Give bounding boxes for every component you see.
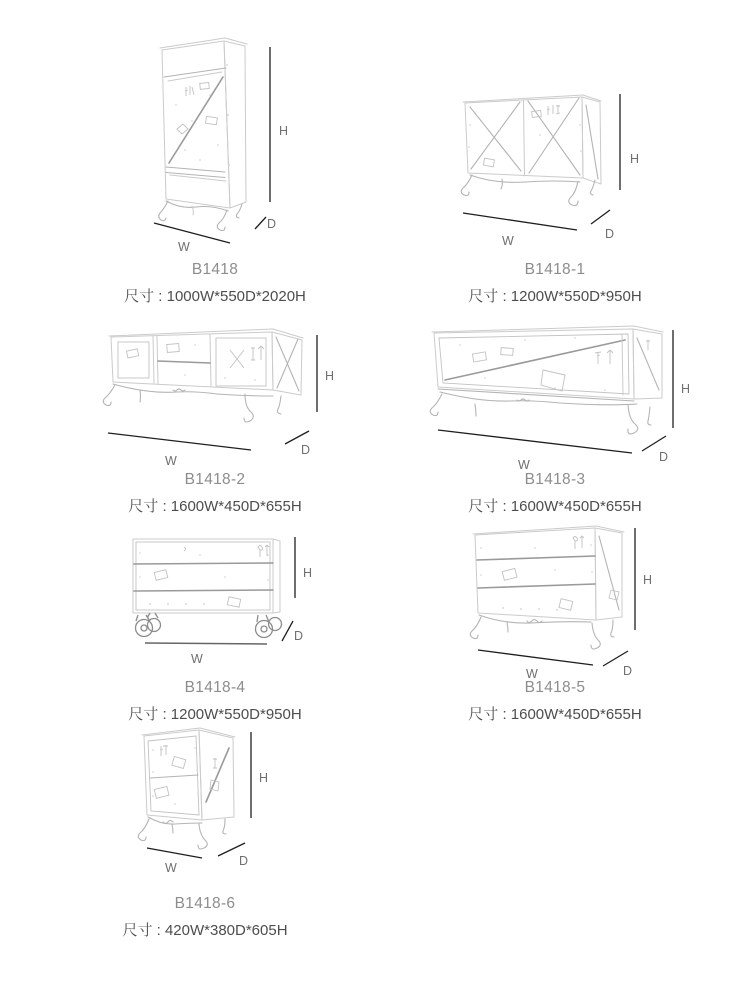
depth-letter: D [294, 629, 304, 643]
width-letter: W [178, 240, 190, 254]
size-spec: 尺寸 : 1600W*450D*655H [468, 706, 642, 723]
sideboard-sketch [440, 85, 660, 250]
long-cabinet-sketch [425, 320, 690, 475]
product-label-b1418-1 [400, 261, 710, 306]
height-letter: H [325, 369, 335, 383]
height-letter: H [681, 382, 690, 396]
product-drawing-b1418-5 [445, 520, 665, 680]
product-label-b1418 [60, 261, 370, 306]
size-spec: 尺寸 : 1200W*550D*950H [468, 288, 642, 305]
product-drawing-b1418-4 [110, 525, 320, 675]
rolling-chest-sketch [110, 525, 320, 675]
model-number: B1418-1 [524, 261, 586, 278]
bedside-cabinet-sketch [115, 720, 285, 885]
size-spec: 尺寸 : 1000W*550D*2020H [124, 288, 306, 305]
product-label-b1418-2 [60, 471, 370, 516]
tall-cabinet-sketch [130, 25, 310, 255]
model-number: B1418-4 [184, 679, 246, 696]
size-spec: 尺寸 : 1600W*450D*655H [468, 498, 642, 515]
height-letter: H [259, 771, 269, 785]
depth-letter: D [605, 227, 615, 241]
product-drawing-b1418-3 [425, 320, 690, 475]
product-label-b1418-5 [400, 679, 710, 724]
height-letter: H [643, 573, 653, 587]
height-letter: H [303, 566, 313, 580]
product-label-b1418-6 [50, 895, 360, 940]
height-letter: H [279, 124, 289, 138]
depth-letter: D [659, 450, 669, 464]
product-drawing-b1418-6 [115, 720, 285, 885]
model-number: B1418 [191, 261, 239, 278]
depth-letter: D [239, 854, 249, 868]
width-letter: W [526, 667, 538, 680]
product-label-b1418-3 [400, 471, 710, 516]
depth-letter: D [623, 664, 633, 678]
width-letter: W [165, 861, 177, 875]
product-drawing-b1418-2 [95, 320, 335, 475]
product-label-b1418-4 [60, 679, 370, 724]
height-letter: H [630, 152, 640, 166]
width-letter: W [191, 652, 203, 666]
model-number: B1418-5 [524, 679, 586, 696]
product-drawing-b1418-1 [440, 85, 660, 250]
size-spec: 尺寸 : 1600W*450D*655H [128, 498, 302, 515]
depth-letter: D [301, 443, 311, 457]
drawer-chest-sketch [445, 520, 665, 680]
model-number: B1418-2 [184, 471, 246, 488]
tv-cabinet-sketch [95, 320, 335, 475]
depth-letter: D [267, 217, 277, 231]
size-spec: 尺寸 : 1200W*550D*950H [128, 706, 302, 723]
model-number: B1418-3 [524, 471, 586, 488]
width-letter: W [165, 454, 177, 468]
width-letter: W [502, 234, 514, 248]
size-spec: 尺寸 : 420W*380D*605H [122, 922, 288, 939]
width-letter: W [518, 458, 530, 472]
model-number: B1418-6 [174, 895, 236, 912]
product-drawing-b1418 [130, 25, 310, 255]
